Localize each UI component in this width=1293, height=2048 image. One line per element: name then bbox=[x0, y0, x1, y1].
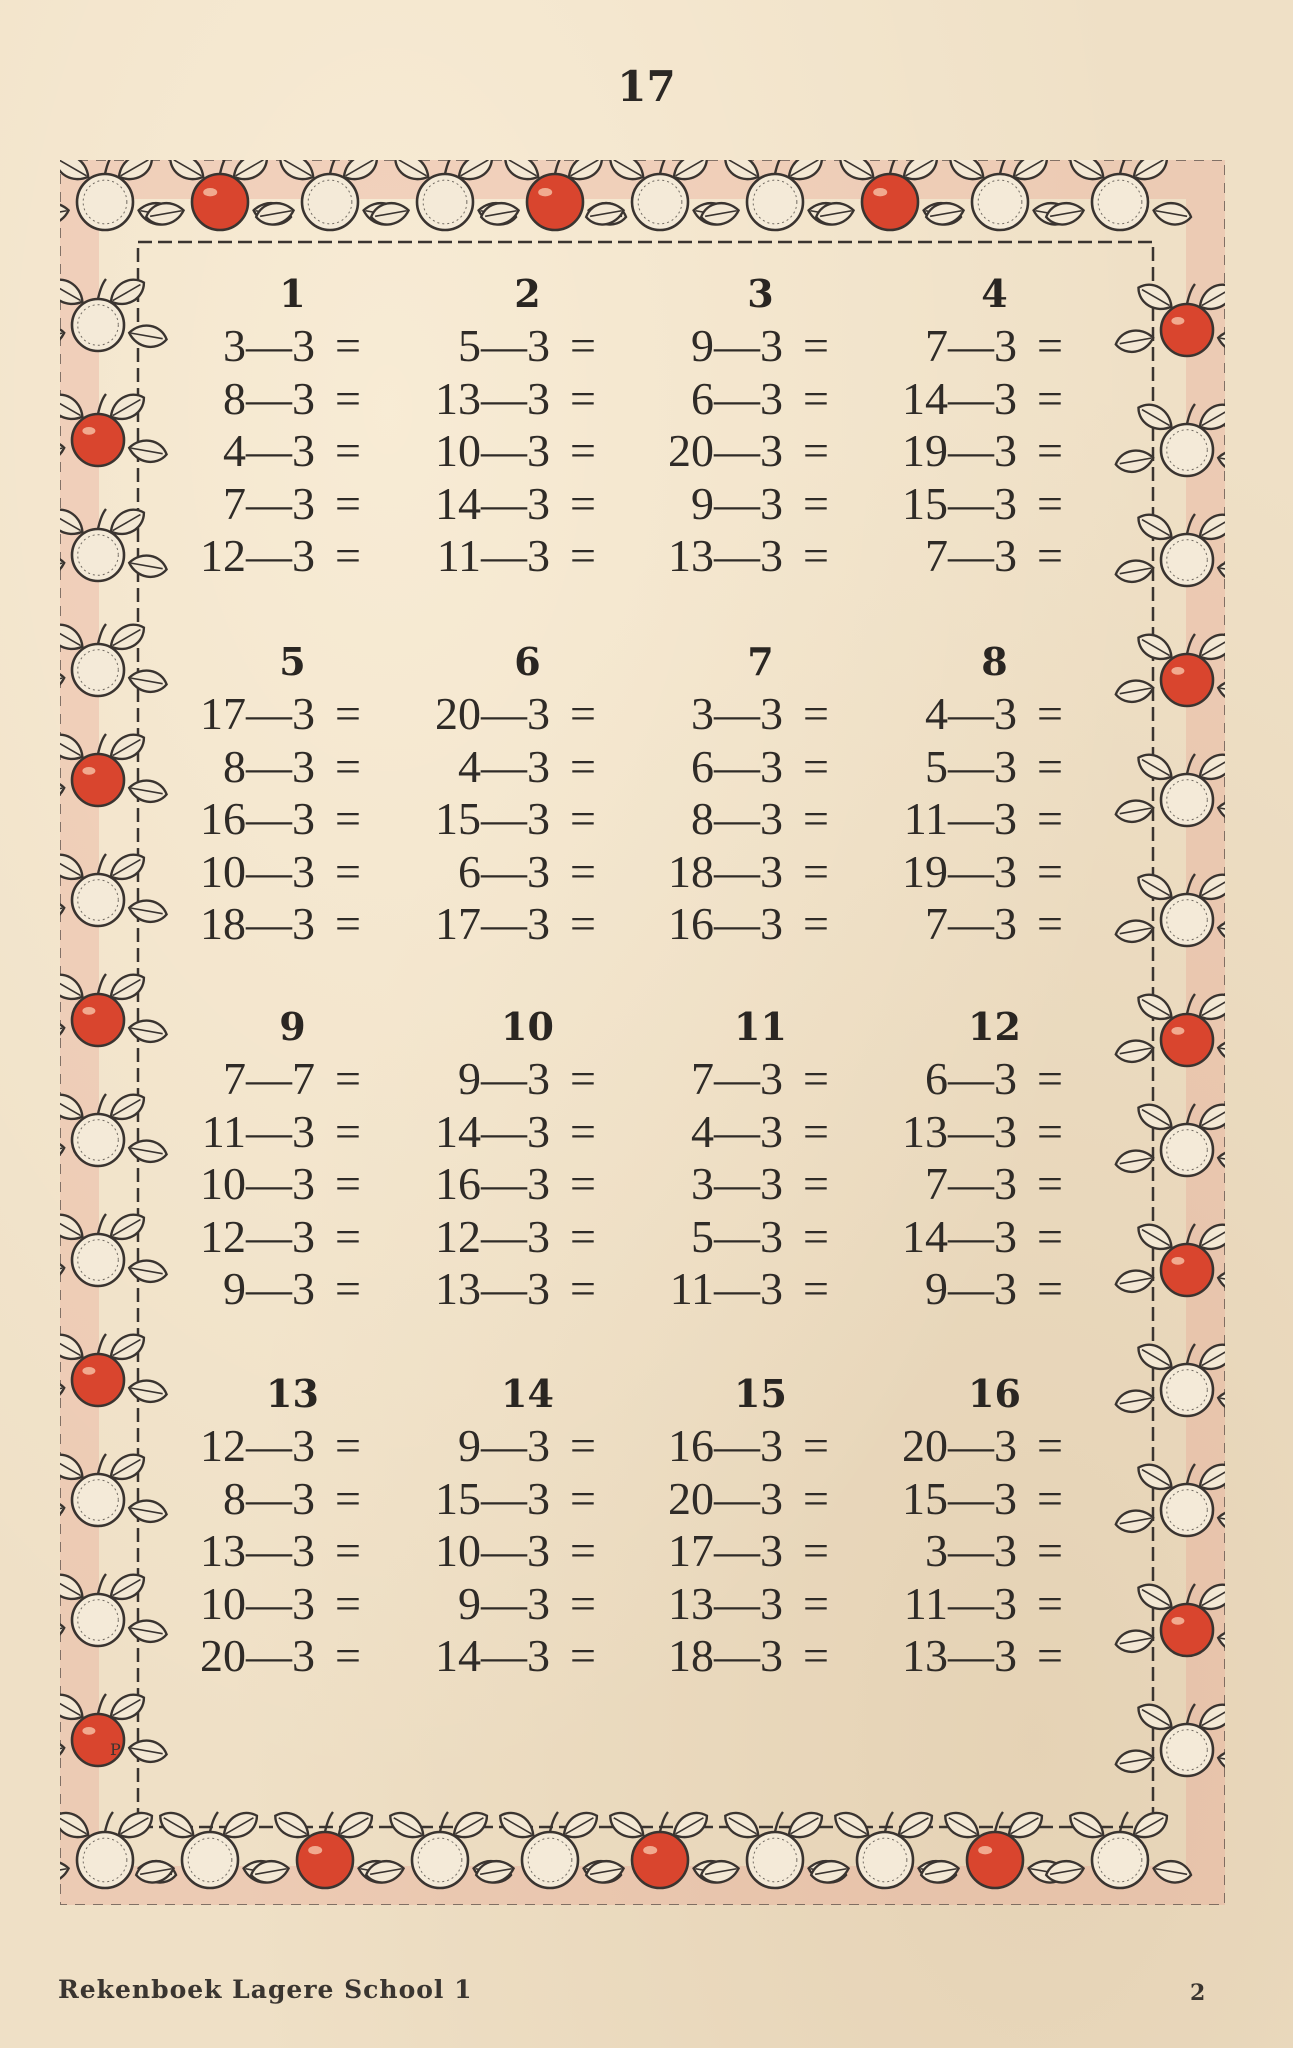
subtraction-problem bbox=[867, 1420, 1092, 1473]
subtraction-problem bbox=[400, 1473, 625, 1526]
subtraction-problem bbox=[867, 846, 1092, 899]
equals-sign: = bbox=[335, 1472, 361, 1524]
problem-expression: 13—3 bbox=[902, 1630, 1017, 1681]
problem-expression: 7—3 bbox=[925, 1158, 1017, 1209]
equals-sign: = bbox=[1037, 1053, 1063, 1104]
problem-expression: 9—3 bbox=[223, 1263, 315, 1314]
problem-expression: 16—3 bbox=[668, 1420, 783, 1471]
subtraction-problem bbox=[867, 1053, 1092, 1106]
exercise-number: 1 bbox=[279, 271, 306, 316]
subtraction-problem bbox=[165, 1473, 390, 1526]
subtraction-problem bbox=[165, 1525, 390, 1578]
equals-sign: = bbox=[1037, 1210, 1063, 1262]
apple-icon bbox=[1044, 1807, 1192, 1888]
problem-expression: 5—3 bbox=[925, 740, 1017, 792]
problem-expression: 11—3 bbox=[903, 1577, 1017, 1629]
problem-expression: 20—3 bbox=[668, 1472, 783, 1524]
problem-expression: 20—3 bbox=[200, 1630, 315, 1681]
subtraction-problem bbox=[400, 1106, 625, 1159]
exercise-block-7 bbox=[633, 636, 858, 951]
subtraction-problem bbox=[165, 1106, 390, 1159]
equals-sign: = bbox=[1037, 1158, 1063, 1209]
equals-sign: = bbox=[335, 1158, 361, 1209]
subtraction-problem bbox=[867, 320, 1092, 373]
subtraction-problem bbox=[400, 1578, 625, 1631]
exercise-number: 6 bbox=[514, 639, 541, 684]
exercise-number: 12 bbox=[968, 1004, 1021, 1049]
page-number: 17 bbox=[617, 62, 676, 111]
subtraction-problem bbox=[633, 1630, 858, 1683]
equals-sign: = bbox=[570, 1105, 596, 1157]
subtraction-problem bbox=[867, 1106, 1092, 1159]
problem-expression: 4—3 bbox=[691, 1105, 783, 1157]
equals-sign: = bbox=[335, 1105, 361, 1157]
equals-sign: = bbox=[570, 740, 596, 792]
subtraction-problem bbox=[633, 1211, 858, 1264]
problem-expression: 19—3 bbox=[902, 425, 1017, 476]
problem-expression: 9—3 bbox=[691, 477, 783, 529]
subtraction-problem bbox=[867, 373, 1092, 426]
book-title: Rekenboek Lagere School 1 bbox=[58, 1975, 473, 2004]
equals-sign: = bbox=[335, 740, 361, 792]
subtraction-problem bbox=[400, 478, 625, 531]
problem-expression: 14—3 bbox=[435, 1630, 550, 1681]
problem-expression: 7—7 bbox=[223, 1053, 315, 1104]
subtraction-problem bbox=[165, 320, 390, 373]
equals-sign: = bbox=[335, 477, 361, 529]
subtraction-problem bbox=[633, 425, 858, 478]
subtraction-problem bbox=[400, 688, 625, 741]
problem-expression: 17—3 bbox=[200, 688, 315, 739]
exercise-block-9 bbox=[165, 1001, 390, 1316]
equals-sign: = bbox=[335, 1053, 361, 1104]
problem-expression: 8—3 bbox=[223, 1472, 315, 1524]
subtraction-problem bbox=[400, 320, 625, 373]
equals-sign: = bbox=[803, 477, 829, 529]
subtraction-problem bbox=[633, 846, 858, 899]
signature-mark: 2 bbox=[1190, 1980, 1206, 2006]
problem-expression: 11—3 bbox=[201, 1105, 315, 1157]
problem-expression: 16—3 bbox=[200, 793, 315, 844]
equals-sign: = bbox=[1037, 1263, 1063, 1314]
problem-expression: 9—3 bbox=[458, 1053, 550, 1104]
problem-expression: 10—3 bbox=[200, 1577, 315, 1629]
equals-sign: = bbox=[335, 1210, 361, 1262]
equals-sign: = bbox=[570, 1472, 596, 1524]
equals-sign: = bbox=[1037, 845, 1063, 897]
subtraction-problem bbox=[165, 898, 390, 951]
problem-expression: 7—3 bbox=[223, 477, 315, 529]
problem-expression: 20—3 bbox=[668, 425, 783, 476]
problem-expression: 12—3 bbox=[435, 1210, 550, 1262]
equals-sign: = bbox=[803, 1158, 829, 1209]
subtraction-problem bbox=[400, 1525, 625, 1578]
subtraction-problem bbox=[867, 1263, 1092, 1316]
problem-expression: 13—3 bbox=[668, 530, 783, 581]
equals-sign: = bbox=[803, 1630, 829, 1681]
equals-sign: = bbox=[1037, 793, 1063, 844]
equals-sign: = bbox=[570, 530, 596, 581]
exercise-block-12 bbox=[867, 1001, 1092, 1316]
subtraction-problem bbox=[400, 1263, 625, 1316]
equals-sign: = bbox=[570, 1630, 596, 1681]
problem-expression: 14—3 bbox=[902, 1210, 1017, 1262]
exercise-block-16 bbox=[867, 1368, 1092, 1683]
subtraction-problem bbox=[165, 1211, 390, 1264]
equals-sign: = bbox=[803, 688, 829, 739]
problem-expression: 3—3 bbox=[925, 1525, 1017, 1576]
equals-sign: = bbox=[1037, 898, 1063, 949]
subtraction-problem bbox=[400, 898, 625, 951]
exercise-block-10 bbox=[400, 1001, 625, 1316]
problem-expression: 7—3 bbox=[925, 898, 1017, 949]
subtraction-problem bbox=[633, 530, 858, 583]
subtraction-problem bbox=[867, 1630, 1092, 1683]
equals-sign: = bbox=[335, 425, 361, 476]
subtraction-problem bbox=[867, 1211, 1092, 1264]
equals-sign: = bbox=[335, 1420, 361, 1471]
subtraction-problem bbox=[400, 1630, 625, 1683]
subtraction-problem bbox=[400, 1211, 625, 1264]
subtraction-problem bbox=[867, 1525, 1092, 1578]
equals-sign: = bbox=[1037, 425, 1063, 476]
subtraction-problem bbox=[165, 478, 390, 531]
subtraction-problem bbox=[165, 1578, 390, 1631]
problem-expression: 4—3 bbox=[223, 425, 315, 476]
problem-expression: 3—3 bbox=[691, 688, 783, 739]
exercise-block-1 bbox=[165, 268, 390, 583]
problem-expression: 14—3 bbox=[435, 1105, 550, 1157]
equals-sign: = bbox=[570, 1053, 596, 1104]
subtraction-problem bbox=[165, 1053, 390, 1106]
exercise-block-5 bbox=[165, 636, 390, 951]
subtraction-problem bbox=[165, 1263, 390, 1316]
subtraction-problem bbox=[633, 1053, 858, 1106]
problem-expression: 9—3 bbox=[925, 1263, 1017, 1314]
exercise-panel bbox=[155, 268, 1135, 1808]
subtraction-problem bbox=[633, 1420, 858, 1473]
subtraction-problem bbox=[400, 425, 625, 478]
subtraction-problem bbox=[633, 1158, 858, 1211]
subtraction-problem bbox=[867, 1473, 1092, 1526]
equals-sign: = bbox=[1037, 740, 1063, 792]
problem-expression: 8—3 bbox=[691, 793, 783, 844]
problem-expression: 6—3 bbox=[925, 1053, 1017, 1104]
exercise-number: 2 bbox=[514, 271, 541, 316]
subtraction-problem bbox=[400, 793, 625, 846]
exercise-number: 3 bbox=[747, 271, 774, 316]
equals-sign: = bbox=[803, 793, 829, 844]
equals-sign: = bbox=[803, 1105, 829, 1157]
subtraction-problem bbox=[165, 741, 390, 794]
problem-expression: 3—3 bbox=[223, 320, 315, 371]
exercise-block-11 bbox=[633, 1001, 858, 1316]
equals-sign: = bbox=[803, 1525, 829, 1576]
exercise-number: 14 bbox=[501, 1371, 554, 1416]
subtraction-problem bbox=[633, 741, 858, 794]
subtraction-problem bbox=[400, 373, 625, 426]
problem-expression: 18—3 bbox=[668, 845, 783, 897]
problem-expression: 12—3 bbox=[200, 530, 315, 581]
exercise-block-2 bbox=[400, 268, 625, 583]
problem-expression: 15—3 bbox=[435, 1472, 550, 1524]
subtraction-problem bbox=[165, 530, 390, 583]
equals-sign: = bbox=[335, 320, 361, 371]
problem-expression: 11—3 bbox=[669, 1263, 783, 1314]
equals-sign: = bbox=[1037, 688, 1063, 739]
problem-expression: 12—3 bbox=[200, 1210, 315, 1262]
equals-sign: = bbox=[803, 320, 829, 371]
problem-expression: 13—3 bbox=[668, 1577, 783, 1629]
equals-sign: = bbox=[570, 845, 596, 897]
problem-expression: 19—3 bbox=[902, 845, 1017, 897]
equals-sign: = bbox=[803, 898, 829, 949]
subtraction-problem bbox=[165, 688, 390, 741]
equals-sign: = bbox=[803, 740, 829, 792]
problem-expression: 15—3 bbox=[435, 793, 550, 844]
problem-expression: 7—3 bbox=[691, 1053, 783, 1104]
exercise-number: 8 bbox=[981, 639, 1008, 684]
equals-sign: = bbox=[1037, 320, 1063, 371]
subtraction-problem bbox=[867, 793, 1092, 846]
equals-sign: = bbox=[803, 1472, 829, 1524]
exercise-block-8 bbox=[867, 636, 1092, 951]
exercise-block-4 bbox=[867, 268, 1092, 583]
problem-expression: 10—3 bbox=[200, 845, 315, 897]
exercise-block-14 bbox=[400, 1368, 625, 1683]
equals-sign: = bbox=[335, 793, 361, 844]
equals-sign: = bbox=[803, 530, 829, 581]
equals-sign: = bbox=[570, 1420, 596, 1471]
subtraction-problem bbox=[165, 1420, 390, 1473]
subtraction-problem bbox=[867, 478, 1092, 531]
equals-sign: = bbox=[335, 372, 361, 424]
equals-sign: = bbox=[570, 425, 596, 476]
equals-sign: = bbox=[803, 1053, 829, 1104]
equals-sign: = bbox=[1037, 1630, 1063, 1681]
equals-sign: = bbox=[335, 1630, 361, 1681]
problem-expression: 15—3 bbox=[902, 477, 1017, 529]
equals-sign: = bbox=[570, 793, 596, 844]
subtraction-problem bbox=[400, 741, 625, 794]
problem-expression: 13—3 bbox=[435, 1263, 550, 1314]
problem-expression: 6—3 bbox=[691, 740, 783, 792]
equals-sign: = bbox=[1037, 372, 1063, 424]
problem-expression: 11—3 bbox=[436, 530, 550, 581]
problem-expression: 12—3 bbox=[200, 1420, 315, 1471]
equals-sign: = bbox=[1037, 1105, 1063, 1157]
problem-expression: 18—3 bbox=[200, 898, 315, 949]
equals-sign: = bbox=[570, 1577, 596, 1629]
subtraction-problem bbox=[633, 320, 858, 373]
problem-expression: 20—3 bbox=[902, 1420, 1017, 1471]
problem-expression: 8—3 bbox=[223, 740, 315, 792]
equals-sign: = bbox=[570, 372, 596, 424]
subtraction-problem bbox=[633, 793, 858, 846]
problem-expression: 9—3 bbox=[458, 1420, 550, 1471]
equals-sign: = bbox=[335, 1525, 361, 1576]
equals-sign: = bbox=[1037, 1472, 1063, 1524]
exercise-number: 4 bbox=[981, 271, 1008, 316]
equals-sign: = bbox=[570, 688, 596, 739]
subtraction-problem bbox=[867, 530, 1092, 583]
problem-expression: 16—3 bbox=[668, 898, 783, 949]
equals-sign: = bbox=[1037, 530, 1063, 581]
subtraction-problem bbox=[165, 425, 390, 478]
exercise-number: 7 bbox=[747, 639, 774, 684]
subtraction-problem bbox=[165, 846, 390, 899]
problem-expression: 9—3 bbox=[691, 320, 783, 371]
problem-expression: 7—3 bbox=[925, 320, 1017, 371]
exercise-number: 11 bbox=[734, 1004, 787, 1049]
subtraction-problem bbox=[400, 1053, 625, 1106]
subtraction-problem bbox=[633, 1578, 858, 1631]
problem-expression: 9—3 bbox=[458, 1577, 550, 1629]
illustrator-mark: P. bbox=[110, 1740, 123, 1759]
subtraction-problem bbox=[867, 1158, 1092, 1211]
equals-sign: = bbox=[335, 688, 361, 739]
subtraction-problem bbox=[165, 1630, 390, 1683]
subtraction-problem bbox=[867, 425, 1092, 478]
equals-sign: = bbox=[335, 845, 361, 897]
subtraction-problem bbox=[867, 898, 1092, 951]
problem-expression: 15—3 bbox=[902, 1472, 1017, 1524]
exercise-block-15 bbox=[633, 1368, 858, 1683]
equals-sign: = bbox=[335, 530, 361, 581]
subtraction-problem bbox=[867, 688, 1092, 741]
problem-expression: 5—3 bbox=[691, 1210, 783, 1262]
problem-expression: 8—3 bbox=[223, 372, 315, 424]
equals-sign: = bbox=[335, 1577, 361, 1629]
exercise-number: 5 bbox=[279, 639, 306, 684]
subtraction-problem bbox=[400, 846, 625, 899]
equals-sign: = bbox=[1037, 1577, 1063, 1629]
problem-expression: 20—3 bbox=[435, 688, 550, 739]
problem-expression: 13—3 bbox=[902, 1105, 1017, 1157]
subtraction-problem bbox=[400, 1420, 625, 1473]
equals-sign: = bbox=[570, 1263, 596, 1314]
problem-expression: 14—3 bbox=[435, 477, 550, 529]
exercise-block-6 bbox=[400, 636, 625, 951]
subtraction-problem bbox=[633, 1106, 858, 1159]
problem-expression: 6—3 bbox=[691, 372, 783, 424]
problem-expression: 3—3 bbox=[691, 1158, 783, 1209]
exercise-number: 10 bbox=[501, 1004, 554, 1049]
equals-sign: = bbox=[570, 898, 596, 949]
equals-sign: = bbox=[803, 845, 829, 897]
problem-expression: 13—3 bbox=[435, 372, 550, 424]
subtraction-problem bbox=[633, 1263, 858, 1316]
exercise-block-3 bbox=[633, 268, 858, 583]
equals-sign: = bbox=[570, 477, 596, 529]
subtraction-problem bbox=[633, 688, 858, 741]
equals-sign: = bbox=[335, 898, 361, 949]
exercise-number: 13 bbox=[266, 1371, 319, 1416]
exercise-number: 16 bbox=[968, 1371, 1021, 1416]
problem-expression: 14—3 bbox=[902, 372, 1017, 424]
subtraction-problem bbox=[633, 373, 858, 426]
problem-expression: 13—3 bbox=[200, 1525, 315, 1576]
equals-sign: = bbox=[570, 1158, 596, 1209]
problem-expression: 18—3 bbox=[668, 1630, 783, 1681]
subtraction-problem bbox=[633, 478, 858, 531]
exercise-block-13 bbox=[165, 1368, 390, 1683]
subtraction-problem bbox=[867, 741, 1092, 794]
problem-expression: 10—3 bbox=[435, 1525, 550, 1576]
subtraction-problem bbox=[633, 898, 858, 951]
problem-expression: 5—3 bbox=[458, 320, 550, 371]
equals-sign: = bbox=[803, 425, 829, 476]
equals-sign: = bbox=[1037, 1525, 1063, 1576]
problem-expression: 7—3 bbox=[925, 530, 1017, 581]
subtraction-problem bbox=[633, 1473, 858, 1526]
equals-sign: = bbox=[1037, 1420, 1063, 1471]
equals-sign: = bbox=[803, 1210, 829, 1262]
equals-sign: = bbox=[570, 1525, 596, 1576]
problem-expression: 17—3 bbox=[668, 1525, 783, 1576]
equals-sign: = bbox=[803, 1420, 829, 1471]
problem-expression: 16—3 bbox=[435, 1158, 550, 1209]
problem-expression: 4—3 bbox=[458, 740, 550, 792]
equals-sign: = bbox=[570, 1210, 596, 1262]
equals-sign: = bbox=[570, 320, 596, 371]
problem-expression: 17—3 bbox=[435, 898, 550, 949]
subtraction-problem bbox=[165, 373, 390, 426]
equals-sign: = bbox=[1037, 477, 1063, 529]
subtraction-problem bbox=[400, 1158, 625, 1211]
equals-sign: = bbox=[803, 372, 829, 424]
problem-expression: 4—3 bbox=[925, 688, 1017, 739]
equals-sign: = bbox=[803, 1263, 829, 1314]
subtraction-problem bbox=[633, 1525, 858, 1578]
subtraction-problem bbox=[165, 793, 390, 846]
problem-expression: 11—3 bbox=[903, 793, 1017, 844]
equals-sign: = bbox=[803, 1577, 829, 1629]
exercise-grid bbox=[155, 268, 1135, 1808]
problem-expression: 10—3 bbox=[200, 1158, 315, 1209]
exercise-number: 9 bbox=[279, 1004, 306, 1049]
exercise-number: 15 bbox=[734, 1371, 787, 1416]
problem-expression: 6—3 bbox=[458, 845, 550, 897]
problem-expression: 10—3 bbox=[435, 425, 550, 476]
equals-sign: = bbox=[335, 1263, 361, 1314]
subtraction-problem bbox=[400, 530, 625, 583]
subtraction-problem bbox=[867, 1578, 1092, 1631]
subtraction-problem bbox=[165, 1158, 390, 1211]
